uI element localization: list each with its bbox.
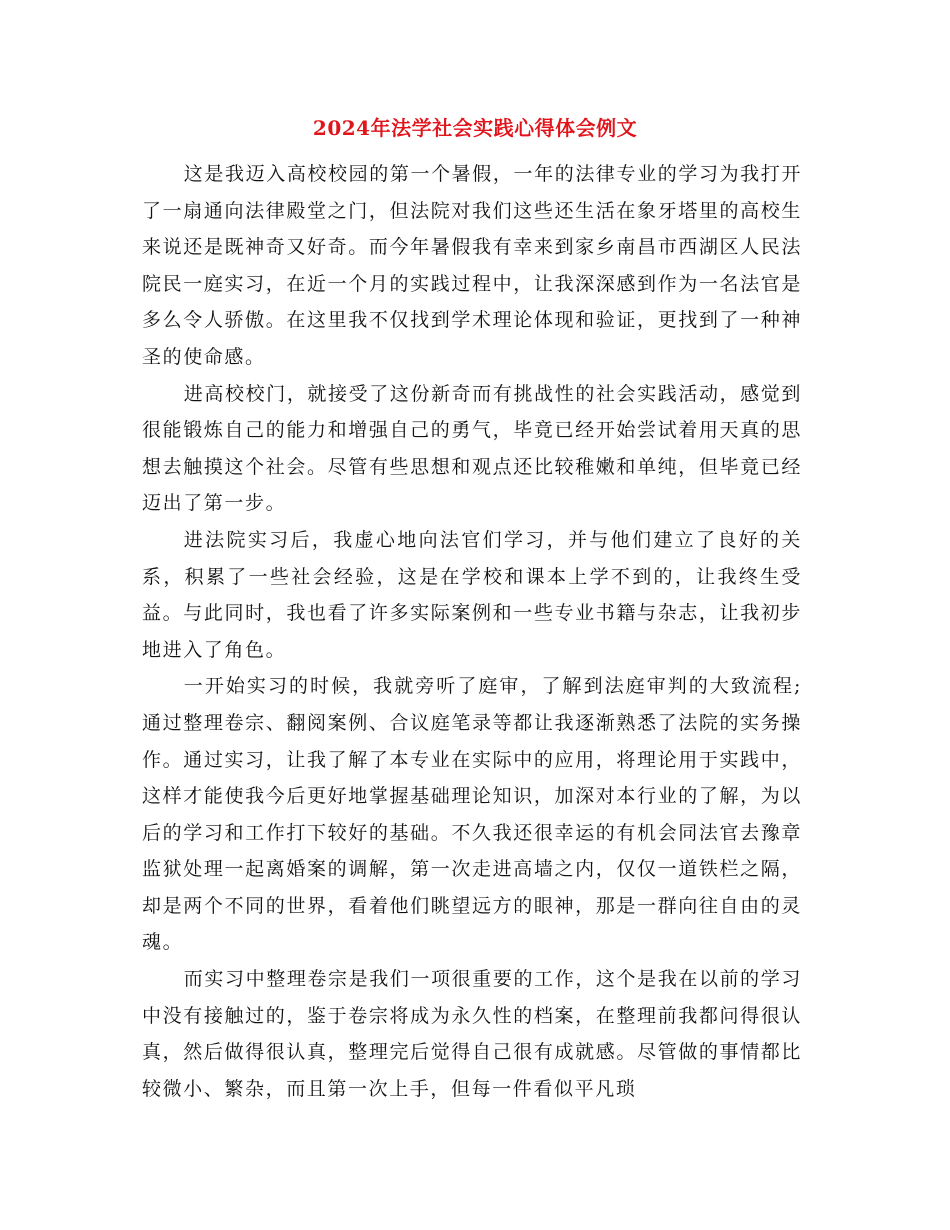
paragraph: 进高校校门，就接受了这份新奇而有挑战性的社会实践活动，感觉到很能锻炼自己的能力和增强自己的勇气，毕竟已经开始尝试着用天真的思想去触摸这个社会。尽管有些思想和观点还比较稚嫩和单纯，但毕竟已经迈出了第一步。 (142, 382, 802, 515)
paragraph: 进法院实习后，我虚心地向法官们学习，并与他们建立了良好的关系，积累了一些社会经验，这是在学校和课本上学不到的，让我终生受益。与此同时，我也看了许多实际案例和一些专业书籍与杂志，让我初步地进入了角色。 (142, 528, 802, 661)
document-body (142, 156, 802, 1107)
paragraph: 而实习中整理卷宗是我们一项很重要的工作，这个是我在以前的学习中没有接触过的，鉴于卷宗将成为永久性的档案，在整理前我都问得很认真，然后做得很认真，整理完后觉得自己很有成就感。尽管做的事情都比较微小、繁杂，而且第一次上手，但每一件看似平凡琐 (142, 968, 802, 1100)
paragraph: 这是我迈入高校校园的第一个暑假，一年的法律专业的学习为我打开了一扇通向法律殿堂之门，但法院对我们这些还生活在象牙塔里的高校生来说还是既神奇又好奇。而今年暑假我有幸来到家乡南昌市西湖区人民法院民一庭实习，在近一个月的实践过程中，让我深深感到作为一名法官是多么令人骄傲。在这里我不仅找到学术理论体现和验证，更找到了一种神圣的使命感。 (142, 163, 802, 368)
paragraph: 一开始实习的时候，我就旁听了庭审，了解到法庭审判的大致流程;通过整理卷宗、翻阅案例、合议庭笔录等都让我逐渐熟悉了法院的实务操作。通过实习，让我了解了本专业在实际中的应用，将理论用于实践中，这样才能使我今后更好地掌握基础理论知识，加深对本行业的了解，为以后的学习和工作打下较好的基础。不久我还很幸运的有机会同法官去豫章监狱处理一起离婚案的调解，第一次走进高墙之内，仅仅一道铁栏之隔，却是两个不同的世界，看着他们眺望远方的眼神，那是一群向往自由的灵魂。 (142, 675, 802, 954)
document-title: 2024年法学社会实践心得体会例文 (312, 116, 638, 140)
